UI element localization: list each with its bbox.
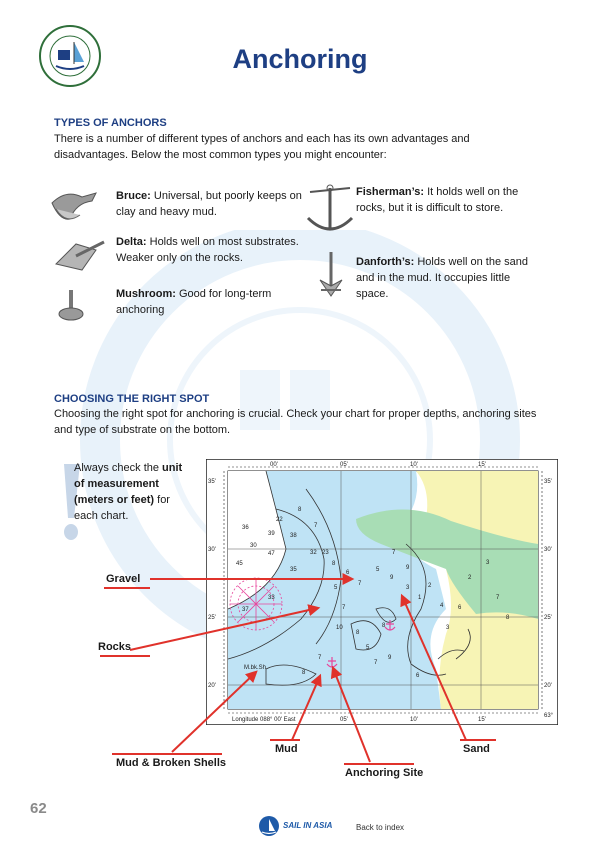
svg-text:3: 3 — [446, 625, 450, 631]
callout-mud-shells: Mud & Broken Shells — [116, 757, 227, 769]
svg-text:6: 6 — [458, 605, 462, 611]
right-tick-1: 30' — [544, 547, 552, 553]
corner-label: 63° — [544, 713, 554, 719]
left-tick-2: 25' — [208, 615, 216, 621]
right-tick-2: 25' — [544, 615, 552, 621]
callout-rocks: Rocks — [98, 641, 132, 653]
svg-text:7: 7 — [374, 660, 378, 666]
svg-text:45: 45 — [236, 561, 243, 567]
svg-text:7: 7 — [358, 581, 362, 587]
types-intro: There is a number of different types of anchors and each has its own advantages and disadvantages. Below the most common types you might encounter: — [54, 133, 470, 161]
seabed-note: M.bk.Sh — [244, 665, 267, 671]
svg-text:23: 23 — [322, 550, 329, 556]
mushroom-description: Mushroom: Good for long-term anchoring — [116, 288, 272, 316]
svg-text:35: 35 — [290, 567, 297, 573]
svg-text:9: 9 — [406, 565, 410, 571]
svg-text:7: 7 — [392, 550, 396, 556]
svg-text:39: 39 — [268, 531, 275, 537]
sail-in-asia-logo[interactable] — [258, 815, 342, 837]
callout-gravel: Gravel — [106, 573, 141, 585]
svg-text:7: 7 — [496, 595, 500, 601]
svg-text:6: 6 — [346, 570, 350, 576]
svg-text:2: 2 — [428, 583, 432, 589]
left-tick-1: 30' — [208, 547, 216, 553]
bottom-tick-2: 10' — [410, 717, 418, 723]
svg-text:10: 10 — [336, 625, 343, 631]
svg-text:9: 9 — [390, 575, 394, 581]
svg-text:5: 5 — [366, 645, 370, 651]
svg-text:7: 7 — [318, 655, 322, 661]
top-tick-3: 15' — [478, 462, 486, 468]
svg-text:30: 30 — [250, 543, 257, 549]
svg-text:7: 7 — [342, 605, 346, 611]
delta-description: Delta: Holds well on most substrates. Weaker only on the rocks. — [116, 236, 299, 264]
svg-text:8: 8 — [298, 507, 302, 513]
brand-text: SAIL IN ASIA — [283, 821, 333, 830]
left-tick-0: 35' — [208, 479, 216, 485]
types-heading: TYPES OF ANCHORS — [54, 117, 167, 129]
svg-text:6: 6 — [416, 673, 420, 679]
fisherman-description: Fisherman’s: It holds well on the rocks, but it is difficult to store. — [356, 186, 519, 214]
svg-text:4: 4 — [440, 603, 444, 609]
svg-text:9: 9 — [388, 655, 392, 661]
svg-text:1: 1 — [418, 595, 422, 601]
svg-text:37: 37 — [242, 607, 249, 613]
longitude-label: Longitude 088° 00' East — [232, 717, 296, 723]
page-title: Anchoring — [232, 44, 368, 74]
svg-text:3: 3 — [406, 585, 410, 591]
bottom-tick-3: 15' — [478, 717, 486, 723]
svg-text:47: 47 — [268, 551, 275, 557]
svg-text:8: 8 — [332, 561, 336, 567]
svg-text:32: 32 — [310, 550, 317, 556]
svg-text:8: 8 — [382, 623, 386, 629]
top-tick-2: 10' — [410, 462, 418, 468]
callout-sand: Sand — [463, 743, 490, 755]
svg-text:22: 22 — [276, 517, 283, 523]
sail-logo-icon — [258, 815, 280, 837]
top-tick-1: 05' — [340, 462, 348, 468]
svg-text:2: 2 — [468, 575, 472, 581]
callout-anchoring-site: Anchoring Site — [345, 767, 424, 779]
svg-text:8: 8 — [356, 630, 360, 636]
right-tick-0: 35' — [544, 479, 552, 485]
callout-mud: Mud — [275, 743, 298, 755]
spot-heading: CHOOSING THE RIGHT SPOT — [54, 393, 210, 405]
bottom-tick-1: 05' — [340, 717, 348, 723]
left-tick-3: 20' — [208, 683, 216, 689]
bruce-description: Bruce: Universal, but poorly keeps on clay and heavy mud. — [116, 190, 302, 218]
svg-text:3: 3 — [486, 560, 490, 566]
spot-intro: Choosing the right spot for anchoring is crucial. Check your chart for proper depths, anchoring sites and type of substrate on the bottom. — [54, 408, 537, 436]
right-tick-3: 20' — [544, 683, 552, 689]
svg-text:5: 5 — [376, 567, 380, 573]
svg-text:7: 7 — [314, 523, 318, 529]
svg-text:33: 33 — [268, 595, 275, 601]
danforth-description: Danforth’s: Holds well on the sand and in the mud. It occupies little space. — [356, 256, 528, 300]
svg-text:5: 5 — [334, 585, 338, 591]
svg-text:8: 8 — [302, 670, 306, 676]
top-tick-0: 00' — [270, 462, 278, 468]
svg-text:38: 38 — [290, 533, 297, 539]
back-to-index-link[interactable]: Back to index — [356, 823, 405, 832]
unit-note: Always check the unit of measurement (meters or feet) for each chart. — [74, 462, 183, 522]
svg-text:36: 36 — [242, 525, 249, 531]
page-number: 62 — [30, 800, 47, 817]
svg-text:8: 8 — [506, 615, 510, 621]
